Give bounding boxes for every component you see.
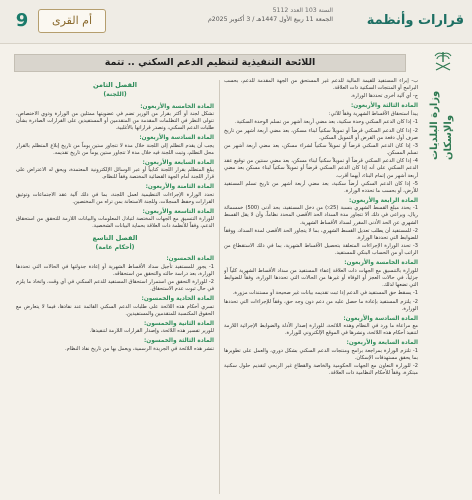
paragraph: 5- إذا كان الدعم السكني أرضاً سكنية، بعد مضي أربعة أشهر من تاريخ تسلم المستفيد للأرض، أو بحسب ما تحدده الوزارة. (224, 180, 418, 194)
paragraph: 2- إذا كان الدعم السكني قرضاً أو تمويلاً سكنياً لبناء مسكن، بعد مضي أربعة أشهر من تاريخ صرف أول دفعة من القرض أو التمويل السكني. (224, 127, 418, 141)
article-heading: المادة الثامنة والأربعون: (145, 184, 214, 191)
article-heading: المادة الثالثة والأربعون: (350, 103, 418, 110)
article-heading: المادة الخمسون: (166, 256, 214, 263)
paragraph: 1- إذا كان الدعم السكني وحدة سكنية، بعد مضي أربعة أشهر من تسلم الوحدة السكنية. (235, 119, 418, 126)
article-heading: المادة السابعة والأربعون: (346, 340, 418, 347)
paragraph: تسري أحكام هذه اللائحة على طلبات الدعم السكني القائمة عند نفاذها، فيما لا يتعارض مع الحقوق المكتسبة للمتقدمين والمستفيدين. (16, 303, 214, 317)
paragraph: للوزارة بالتنسيق مع الجهات ذات العلاقة إعفاء المستفيد من سداد الأقساط الشهرية كلياً أو جزئياً، في حالات العجز أو الوفاة أو غيرها من الحالات التي تحددها الوزارة، وفقاً للضوابط التي تضعها لذلك. (224, 267, 418, 288)
article-heading: المادة السادسة والأربعون: (139, 135, 214, 142)
article-heading: المادة السابعة والأربعون: (142, 159, 214, 166)
paragraph: مع مراعاة ما ورد في النظام وهذه اللائحة، للوزارة إصدار الأدلة والضوابط الإجرائية اللازمة لتنفيذ أحكام هذه اللائحة، ونشرها في الموقع الإلكتروني للوزارة. (224, 323, 418, 337)
page-header (0, 0, 472, 44)
palm-swords-emblem-icon (433, 50, 453, 72)
ministry-name: وزارة البلديات والإسكان (429, 90, 454, 160)
paragraph: 1- يجوز للمستفيد تأجيل سداد الأقساط الشهرية أو إعادة جدولتها في الحالات التي تحددها الوزارة، بعد دراسة حالته والتحقق من استحقاقه. (16, 263, 214, 277)
chapter-subheading: (أحكام عامة) (95, 243, 135, 251)
paragraph: 2- يلتزم المستفيد بإعادة ما حصل عليه من دعم دون وجه حق، وفقاً للإجراءات التي تحددها الوزارة. (224, 298, 418, 312)
paragraph: 3- تحدد الوزارة الإجراءات المتعلقة بتحصيل الأقساط الشهرية، بما في ذلك الاستقطاع من الراتب أو من الحساب البنكي للمستفيد. (224, 243, 418, 257)
paragraph: يبدأ استحقاق الأقساط الشهرية وفقاً للآتي: (328, 110, 418, 117)
article-heading: المادة السادسة والأربعون: (343, 315, 418, 322)
paragraph: يجب أن يقدم التظلم إلى اللجنة خلال مدة لا تتجاوز ستين يوماً من تاريخ إبلاغ المتظلم بالقرار محل التظلم، وتبت اللجنة فيه خلال مدة لا تتجاوز ستين يوماً من تاريخ تقديمه. (16, 142, 214, 156)
article-heading: المادة الثالثة والخمسون: (143, 338, 214, 345)
left-text-column (16, 78, 214, 496)
article-title: اللائحة التنفيذية لتنظيم الدعم السكني .. تتمة (104, 57, 316, 68)
column-divider (219, 80, 220, 494)
paragraph: 2- للوزارة التحقق من استمرار استحقاق المستفيد للدعم السكني في أي وقت، واتخاذ ما يلزم في حال ثبوت عدم الاستحقاق. (16, 278, 214, 292)
page-number: 9 (15, 10, 29, 31)
paragraph: للوزارة التنسيق مع الجهات المختصة لتبادل المعلومات والبيانات اللازمة للتحقق من استحقاق الدعم، وفقاً للأنظمة ذات العلاقة بحماية البيانات الشخصية. (16, 216, 214, 230)
paragraph: 2- للوزارة التعاون مع الجهات الحكومية والخاصة والقطاع غير الربحي لتقديم حلول سكنية مبتكرة، وفقاً للأحكام النظامية ذات العلاقة. (224, 363, 418, 377)
paragraph: تنشر هذه اللائحة في الجريدة الرسمية، ويعمل بها من تاريخ نفاذ النظام. (64, 345, 214, 352)
article-heading: المادة الحادية والخمسون: (141, 296, 214, 302)
paragraph: يبلغ المتظلم بقرار اللجنة كتابياً أو عبر الوسائل الإلكترونية المعتمدة، ويحق له الاعتراض على قرار اللجنة أمام الجهة القضائية المختصة وفقاً للنظام. (16, 167, 214, 181)
paragraph: ب- إبراء المستفيد للقيمة المالية للدعم غير المستحق من الجهة المقدمة للدعم، بحسب البرامج أو المنتجات السكنية ذات العلاقة. (224, 78, 418, 92)
umm-alqura-logo: أم القرى (38, 9, 106, 33)
chapter-heading: الفصل التاسع (92, 233, 138, 242)
chapter-subheading: (اللجنة) (103, 91, 127, 98)
article-heading: المادة الثانية والخمسون: (143, 320, 214, 327)
paragraph: 1- يحدد مبلغ القسط الشهري بنسبة (25٪) من دخل المستفيد، بحد أدنى (500) خمسمائة ريال، ويراعى في ذلك ألا تتجاوز مدة السداد الحد الأقصى المحدد نظاماً، وأن لا يقل القسط الشهري عن الحد الأدنى المقرر لسداد الأقساط الشهرية. (224, 205, 418, 226)
paragraph: 4- إذا كان الدعم السكني قرضاً أو تمويلاً سكنياً لبناء مسكن، بعد مضي سنتين من توقيع عقد الدعم السكني على أنه إذا كان الدعم السكني قرضاً أو تمويلاً سكنياً لبناء مسكن بعد مضي أربعة أشهر من إتمام البناء، أيهما أقرب. (224, 158, 418, 179)
paragraph: 1- تلتزم الوزارة بمراجعة برامج ومنتجات الدعم السكني بشكل دوري، والعمل على تطويرها بما يحقق مستهدفات الإسكان. (224, 347, 418, 361)
paragraph: 3- إذا كان الدعم السكني قرضاً أو تمويلاً سكنياً لشراء مسكن، بعد مضي أربعة أشهر من تسلم المسكن. (224, 143, 418, 157)
article-heading: المادة الخامسة والأربعون: (140, 103, 214, 110)
ministry-strip (420, 48, 466, 158)
paragraph: للوزير تفسير هذه اللائحة، وإصدار القرارات اللازمة لتنفيذها. (89, 328, 214, 335)
paragraph: 2- للمستفيد أن يطلب تعديل القسط الشهري، بما لا يتجاوز الحد الأقصى لمدة السداد، ووفقاً للضوابط التي تحددها الوزارة. (224, 227, 418, 241)
chapter-heading: الفصل الثامن (92, 81, 138, 89)
right-text-column (224, 78, 418, 496)
paragraph: تشكل لجنة أو أكثر بقرار من الوزير تضم في عضويتها ممثلين من الوزارة وذوي الاختصاص، تتولى النظر في التظلمات المقدمة من المتقدمين أو المستفيدين على القرارات الصادرة بشأن طلبات الدعم السكني، وتصدر قراراتها بالأغلبية. (16, 111, 214, 132)
paragraph: ج- أي آلية أخرى تحددها الوزارة. (350, 93, 418, 100)
article-heading: المادة الرابعة والأربعون: (349, 197, 418, 204)
section-title: قرارات وأنظمة (366, 13, 464, 28)
article-heading: المادة الخامسة والأربعون: (344, 260, 418, 267)
article-heading: المادة التاسعة والأربعون: (142, 208, 214, 215)
paragraph: 1- يسقط حق المستفيد في الدعم إذا ثبت تقديمه بيانات غير صحيحة أو مستندات مزورة. (232, 290, 418, 297)
paragraph: تحدد الوزارة الإجراءات التنظيمية لعمل اللجنة، بما في ذلك آلية عقد الاجتماعات وتوثيق القرارات وحفظ السجلات، وللجنة الاستعانة بمن تراه من المختصين. (16, 191, 214, 205)
issue-info (118, 6, 333, 24)
issue-number: السنة 103 العدد 5112 (272, 7, 333, 14)
article-title-band (14, 54, 406, 72)
issue-date: الجمعة 11 ربيع الأول 1447هـ / 3 أكتوبر 2025م (207, 16, 333, 23)
